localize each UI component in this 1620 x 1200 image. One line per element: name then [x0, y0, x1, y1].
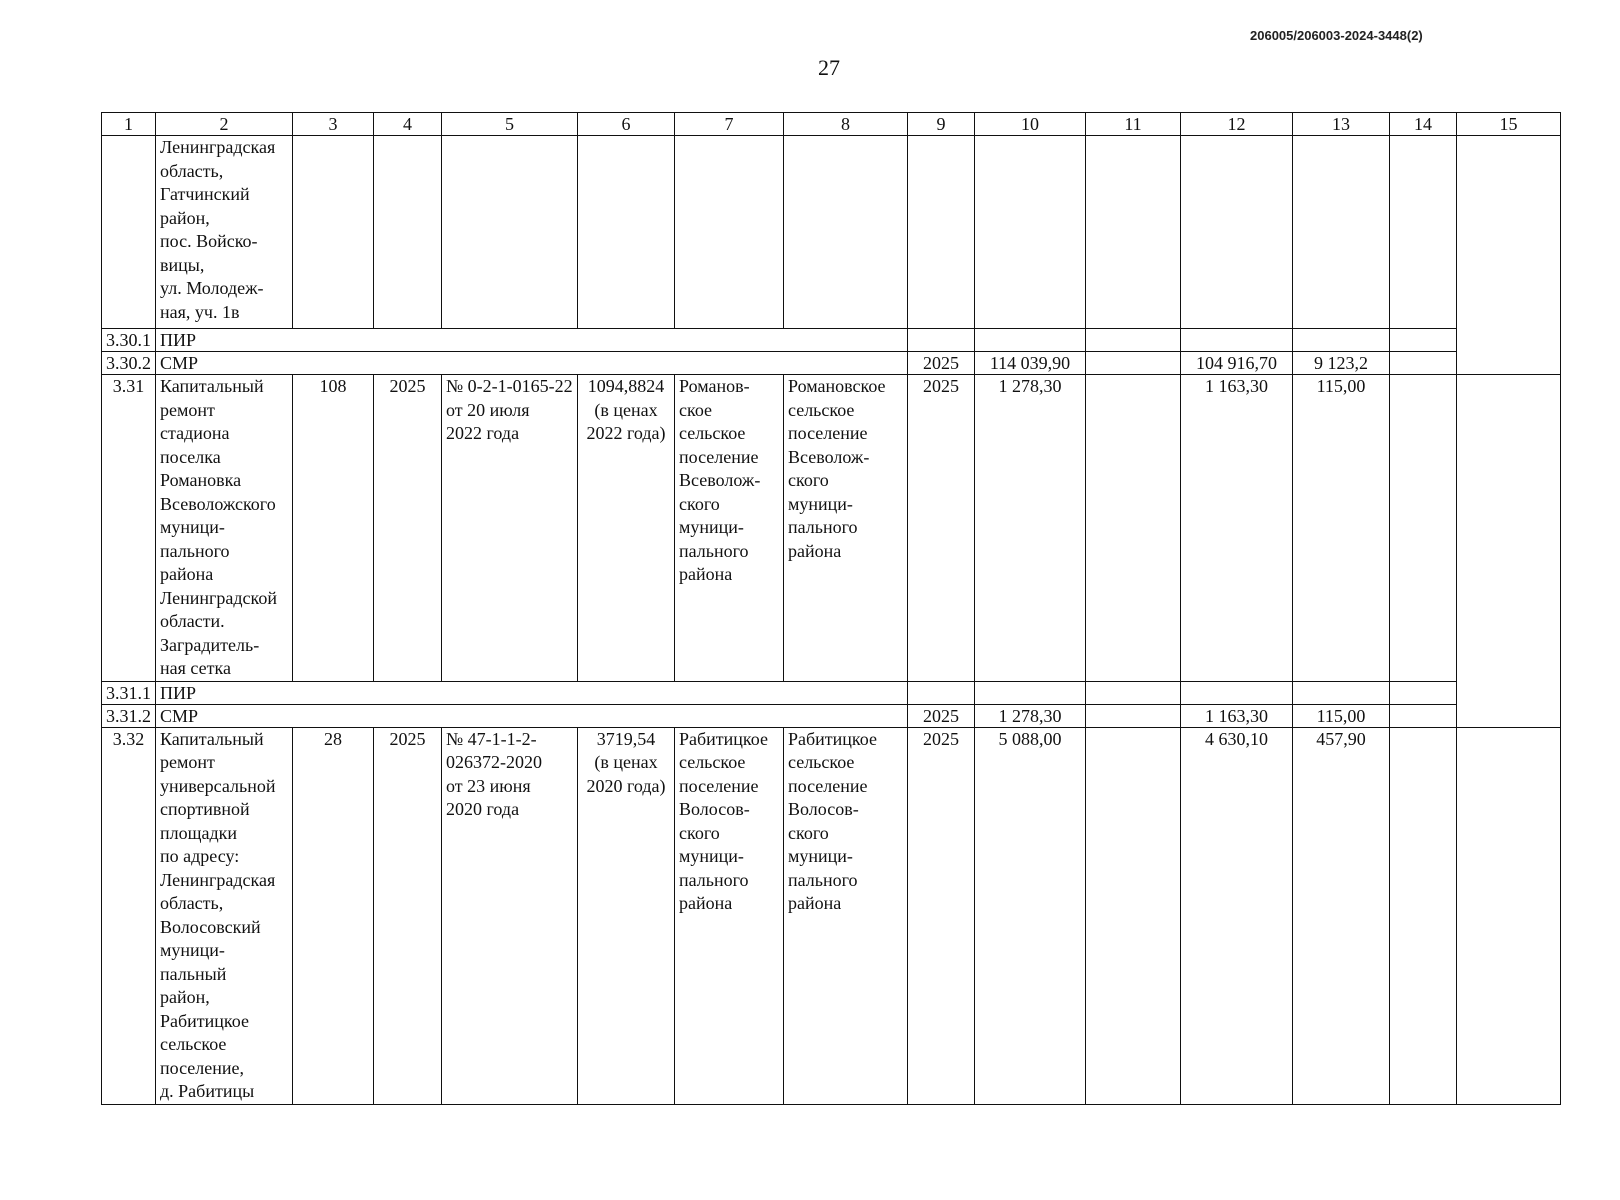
empty-cell [293, 136, 374, 329]
column-header: 8 [784, 113, 908, 136]
year-cell: 2025 [908, 727, 975, 1104]
local-budget-cell: 115,00 [1293, 375, 1390, 682]
expertise-cell: № 0-2-1-0165-22 от 20 июля 2022 года [442, 375, 578, 682]
column-header: 5 [442, 113, 578, 136]
table-row-3-31-2 [102, 704, 1561, 727]
document-registration-number: 206005/206003-2024-3448(2) [1250, 28, 1423, 43]
year-cell: 2025 [908, 352, 975, 375]
row-id: 3.31.1 [102, 681, 156, 704]
column-header: 12 [1181, 113, 1293, 136]
empty-cell [1086, 375, 1181, 682]
empty-cell [1086, 136, 1181, 329]
column-number-row [102, 113, 1561, 136]
column-header: 11 [1086, 113, 1181, 136]
stage-label: ПИР [156, 681, 908, 704]
table-row-3-30-2 [102, 352, 1561, 375]
empty-cell [1086, 681, 1181, 704]
table-row-continuation [102, 136, 1561, 329]
empty-cell [1390, 681, 1457, 704]
empty-cell [675, 136, 784, 329]
empty-cell [1457, 136, 1561, 375]
empty-cell [975, 329, 1086, 352]
column-header: 6 [578, 113, 675, 136]
column-header: 14 [1390, 113, 1457, 136]
column-header: 7 [675, 113, 784, 136]
regional-budget-cell: 1 163,30 [1181, 704, 1293, 727]
estimated-cost-cell: 3719,54 (в ценах 2020 года) [578, 727, 675, 1104]
local-budget-cell: 457,90 [1293, 727, 1390, 1104]
empty-cell [1390, 136, 1457, 329]
regional-budget-cell: 1 163,30 [1181, 375, 1293, 682]
estimated-cost-cell: 1094,8824 (в ценах 2022 года) [578, 375, 675, 682]
empty-cell [1086, 352, 1181, 375]
year-cell: 2025 [908, 375, 975, 682]
object-name-cell: Капитальный ремонт стадиона поселка Романовка Всеволожского муници- пального района Ленинградской области. Заградитель- ная сетка [156, 375, 293, 682]
recipient-cell: Романовское сельское поселение Всеволож- ского муници- пального района [784, 375, 908, 682]
column-header: 2 [156, 113, 293, 136]
stage-label: ПИР [156, 329, 908, 352]
cell-id [102, 136, 156, 329]
empty-cell [1390, 329, 1457, 352]
row-id: 3.31.2 [102, 704, 156, 727]
year-cell: 2025 [908, 704, 975, 727]
year-cell: 2025 [374, 375, 442, 682]
local-budget-cell: 115,00 [1293, 704, 1390, 727]
stage-label: СМР [156, 704, 908, 727]
empty-cell [975, 681, 1086, 704]
empty-cell [908, 329, 975, 352]
column-header: 4 [374, 113, 442, 136]
empty-cell [1390, 375, 1457, 682]
table-row-3-32 [102, 727, 1561, 1104]
empty-cell [1293, 136, 1390, 329]
table-row-3-30-1 [102, 329, 1561, 352]
empty-cell [1086, 329, 1181, 352]
empty-cell [908, 136, 975, 329]
expertise-cell: № 47-1-1-2- 026372-2020 от 23 июня 2020 года [442, 727, 578, 1104]
empty-cell [975, 136, 1086, 329]
empty-cell [1086, 704, 1181, 727]
row-id: 3.30.2 [102, 352, 156, 375]
row-id: 3.32 [102, 727, 156, 1104]
customer-cell: Рабитицкое сельское поселение Волосов- ского муници- пального района [675, 727, 784, 1104]
empty-cell [908, 681, 975, 704]
regional-budget-cell: 104 916,70 [1181, 352, 1293, 375]
empty-cell [1390, 727, 1457, 1104]
empty-cell [1390, 704, 1457, 727]
empty-cell [1181, 136, 1293, 329]
column-header: 1 [102, 113, 156, 136]
regional-budget-cell: 4 630,10 [1181, 727, 1293, 1104]
empty-cell [1293, 681, 1390, 704]
recipient-cell: Рабитицкое сельское поселение Волосов- ского муници- пального района [784, 727, 908, 1104]
empty-cell [1457, 375, 1561, 728]
column-header: 3 [293, 113, 374, 136]
column-header: 10 [975, 113, 1086, 136]
empty-cell [1390, 352, 1457, 375]
column-header: 9 [908, 113, 975, 136]
table-row-3-31-1 [102, 681, 1561, 704]
empty-cell [374, 136, 442, 329]
program-table [101, 112, 1561, 1105]
empty-cell [1181, 329, 1293, 352]
year-cell: 2025 [374, 727, 442, 1104]
row-id: 3.31 [102, 375, 156, 682]
total-cost-cell: 5 088,00 [975, 727, 1086, 1104]
empty-cell [578, 136, 675, 329]
empty-cell [1181, 681, 1293, 704]
column-header: 13 [1293, 113, 1390, 136]
customer-cell: Романов- ское сельское поселение Всеволож- ского муници- пального района [675, 375, 784, 682]
total-cost-cell: 1 278,30 [975, 704, 1086, 727]
total-cost-cell: 114 039,90 [975, 352, 1086, 375]
page-number: 27 [818, 55, 840, 80]
total-cost-cell: 1 278,30 [975, 375, 1086, 682]
object-address-cell: Ленинградская область, Гатчинский район, пос. Войско- вицы, ул. Молодеж- ная, уч. 1в [156, 136, 293, 329]
column-header: 15 [1457, 113, 1561, 136]
row-id: 3.30.1 [102, 329, 156, 352]
stage-label: СМР [156, 352, 908, 375]
empty-cell [1086, 727, 1181, 1104]
empty-cell [784, 136, 908, 329]
capacity-cell: 108 [293, 375, 374, 682]
table-row-3-31 [102, 375, 1561, 682]
object-name-cell: Капитальный ремонт универсальной спортивной площадки по адресу: Ленинградская область, Волосовский муници- пальный район, Рабитицкое сельское поселение, д. Рабитицы [156, 727, 293, 1104]
capacity-cell: 28 [293, 727, 374, 1104]
empty-cell [1293, 329, 1390, 352]
empty-cell [442, 136, 578, 329]
empty-cell [1457, 727, 1561, 1104]
local-budget-cell: 9 123,2 [1293, 352, 1390, 375]
